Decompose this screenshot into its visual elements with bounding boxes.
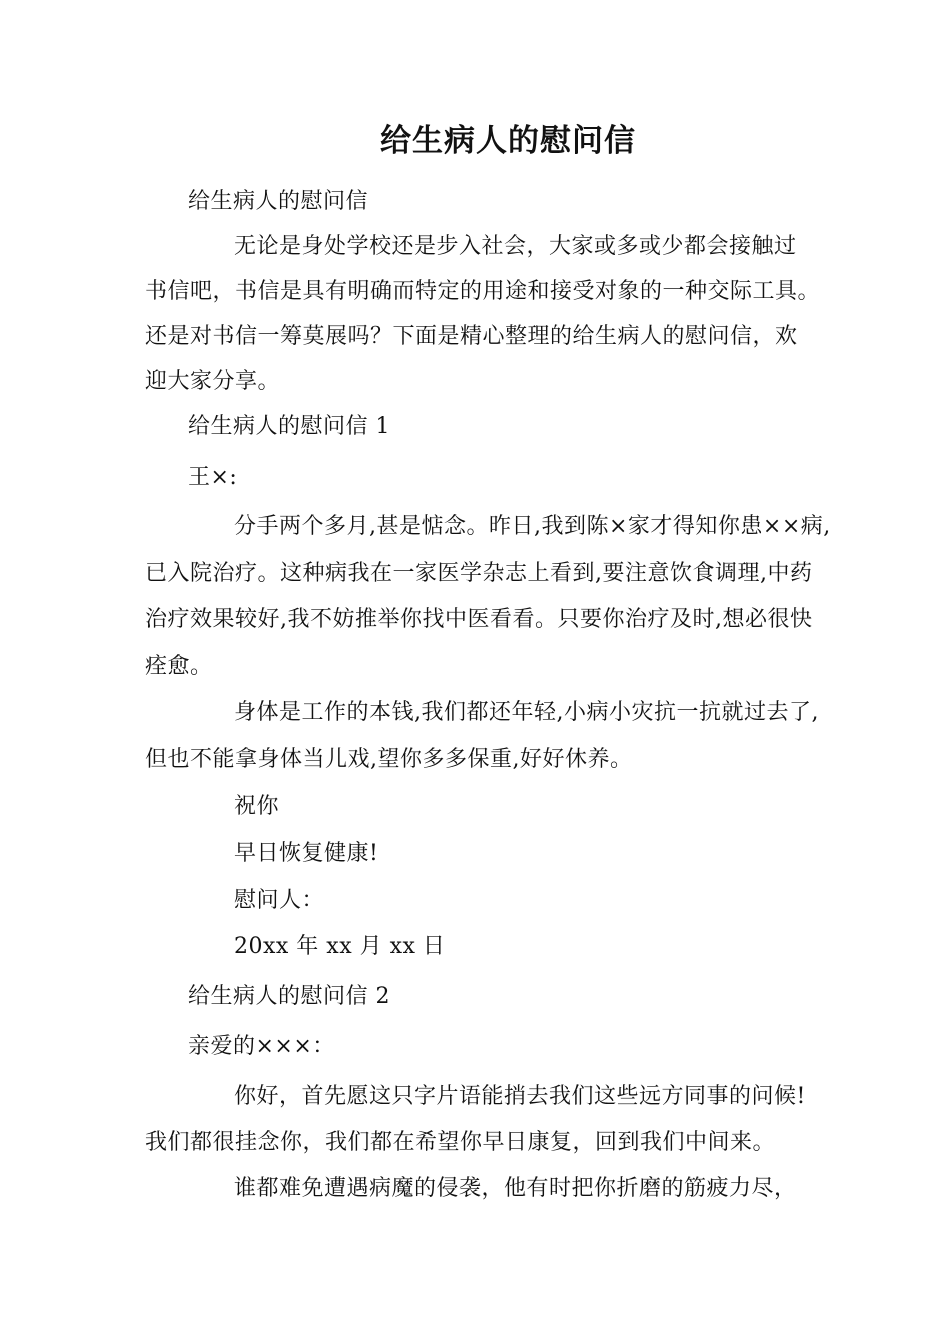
letter2-paragraph-line: 你好，首先愿这只字片语能捎去我们这些远方同事的问候! [234, 1084, 806, 1109]
intro-line: 迎大家分享。 [145, 369, 281, 394]
intro-line: 还是对书信一筹莫展吗？下面是精心整理的给生病人的慰问信，欢 [145, 324, 798, 349]
letter1-paragraph-line: 身体是工作的本钱,我们都还年轻,小病小灾抗一抗就过去了, [234, 700, 819, 725]
letter1-date: 20xx 年 xx 月 xx 日 [234, 934, 446, 959]
letter1-paragraph-line: 但也不能拿身体当儿戏,望你多多保重,好好休养。 [145, 747, 633, 772]
letter1-closing: 祝你 [234, 794, 280, 819]
letter1-signer: 慰问人： [234, 888, 325, 913]
letter1-closing-wish: 早日恢复健康! [234, 841, 379, 866]
intro-heading: 给生病人的慰问信 [188, 189, 369, 214]
letter1-paragraph-line: 分手两个多月,甚是惦念。昨日,我到陈×家才得知你患××病, [234, 514, 831, 539]
intro-line: 无论是身处学校还是步入社会，大家或多或少都会接触过 [234, 234, 797, 259]
intro-line: 书信吧，书信是具有明确而特定的用途和接受对象的一种交际工具。 [145, 279, 821, 304]
letter2-salutation: 亲爱的×××： [188, 1034, 335, 1059]
letter1-heading: 给生病人的慰问信 1 [188, 414, 390, 439]
letter2-paragraph-line: 谁都难免遭遇病魔的侵袭，他有时把你折磨的筋疲力尽， [234, 1176, 797, 1201]
letter1-paragraph-line: 已入院治疗。这种病我在一家医学杂志上看到,要注意饮食调理,中药 [145, 561, 813, 586]
letter2-paragraph-line: 我们都很挂念你，我们都在希望你早日康复，回到我们中间来。 [145, 1130, 776, 1155]
letter2-heading: 给生病人的慰问信 2 [188, 984, 390, 1009]
letter1-salutation: 王×: [188, 465, 238, 490]
document-title: 给生病人的慰问信 [380, 123, 636, 159]
letter1-paragraph-line: 痊愈。 [145, 654, 213, 679]
letter1-paragraph-line: 治疗效果较好,我不妨推举你找中医看看。只要你治疗及时,想必很快 [145, 607, 813, 632]
